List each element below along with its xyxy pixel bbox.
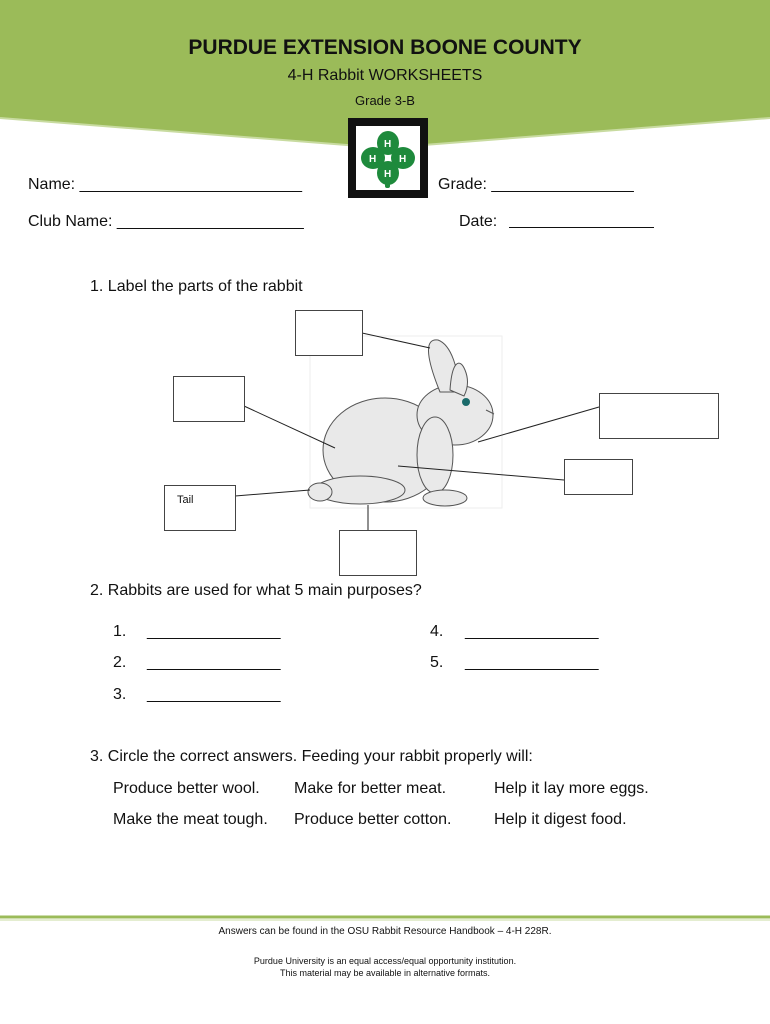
date-label: Date: (459, 213, 498, 230)
equal-opportunity-text: Purdue University is an equal access/equal opportunity institution. (253, 956, 517, 966)
purpose-4-number: 4. (430, 623, 444, 640)
purpose-5-line[interactable]: _______________ (465, 654, 599, 671)
question-2: 2. Rabbits are used for what 5 main purposes? (90, 582, 422, 599)
svg-text:H: H (384, 169, 392, 180)
rabbit-diagram (160, 300, 760, 580)
svg-text:H: H (369, 154, 377, 165)
purpose-4-line[interactable]: _______________ (465, 623, 599, 640)
page-subtitle: 4-H Rabbit WORKSHEETS (287, 67, 483, 84)
footer-divider (0, 915, 770, 921)
label-box-feet[interactable] (339, 530, 417, 576)
option-meat-tough[interactable]: Make the meat tough. (113, 811, 268, 828)
label-box-body[interactable] (173, 376, 245, 422)
date-underline (509, 227, 654, 228)
purpose-5-number: 5. (430, 654, 444, 671)
answers-note: Answers can be found in the OSU Rabbit Resource Handbook – 4-H 228R. (218, 926, 552, 937)
4-h-clover-icon (348, 118, 428, 198)
label-box-tail[interactable] (164, 485, 236, 531)
tail-label: Tail (177, 494, 194, 506)
option-better-meat[interactable]: Make for better meat. (294, 780, 447, 797)
page-title: PURDUE EXTENSION BOONE COUNTY (188, 36, 582, 59)
option-digest-food[interactable]: Help it digest food. (494, 811, 627, 828)
purpose-1-number: 1. (113, 623, 127, 640)
label-box-leg[interactable] (564, 459, 633, 495)
alt-formats-text: This material may be available in alternative formats. (279, 968, 491, 978)
date-field[interactable] (459, 213, 497, 231)
grade-field[interactable]: Grade: ________________ (438, 176, 634, 193)
grade-level: Grade 3-B (355, 93, 415, 108)
svg-text:H: H (384, 139, 392, 150)
purpose-3-line[interactable]: _______________ (147, 686, 281, 703)
purpose-3-number: 3. (113, 686, 127, 703)
option-better-cotton[interactable]: Produce better cotton. (294, 811, 452, 828)
svg-text:H: H (399, 154, 407, 165)
label-box-ears[interactable] (295, 310, 363, 356)
purpose-2-line[interactable]: _______________ (147, 654, 281, 671)
purpose-2-number: 2. (113, 654, 127, 671)
club-name-field[interactable]: Club Name: _____________________ (28, 213, 304, 230)
footer-disclaimer (0, 955, 770, 979)
option-produce-wool[interactable]: Produce better wool. (113, 780, 260, 797)
purpose-1-line[interactable]: _______________ (147, 623, 281, 640)
label-box-face[interactable] (599, 393, 719, 439)
question-1: 1. Label the parts of the rabbit (90, 278, 303, 295)
name-field[interactable]: Name: _________________________ (28, 176, 303, 193)
question-3: 3. Circle the correct answers. Feeding your rabbit properly will: (90, 748, 533, 765)
option-lay-eggs[interactable]: Help it lay more eggs. (494, 780, 649, 797)
